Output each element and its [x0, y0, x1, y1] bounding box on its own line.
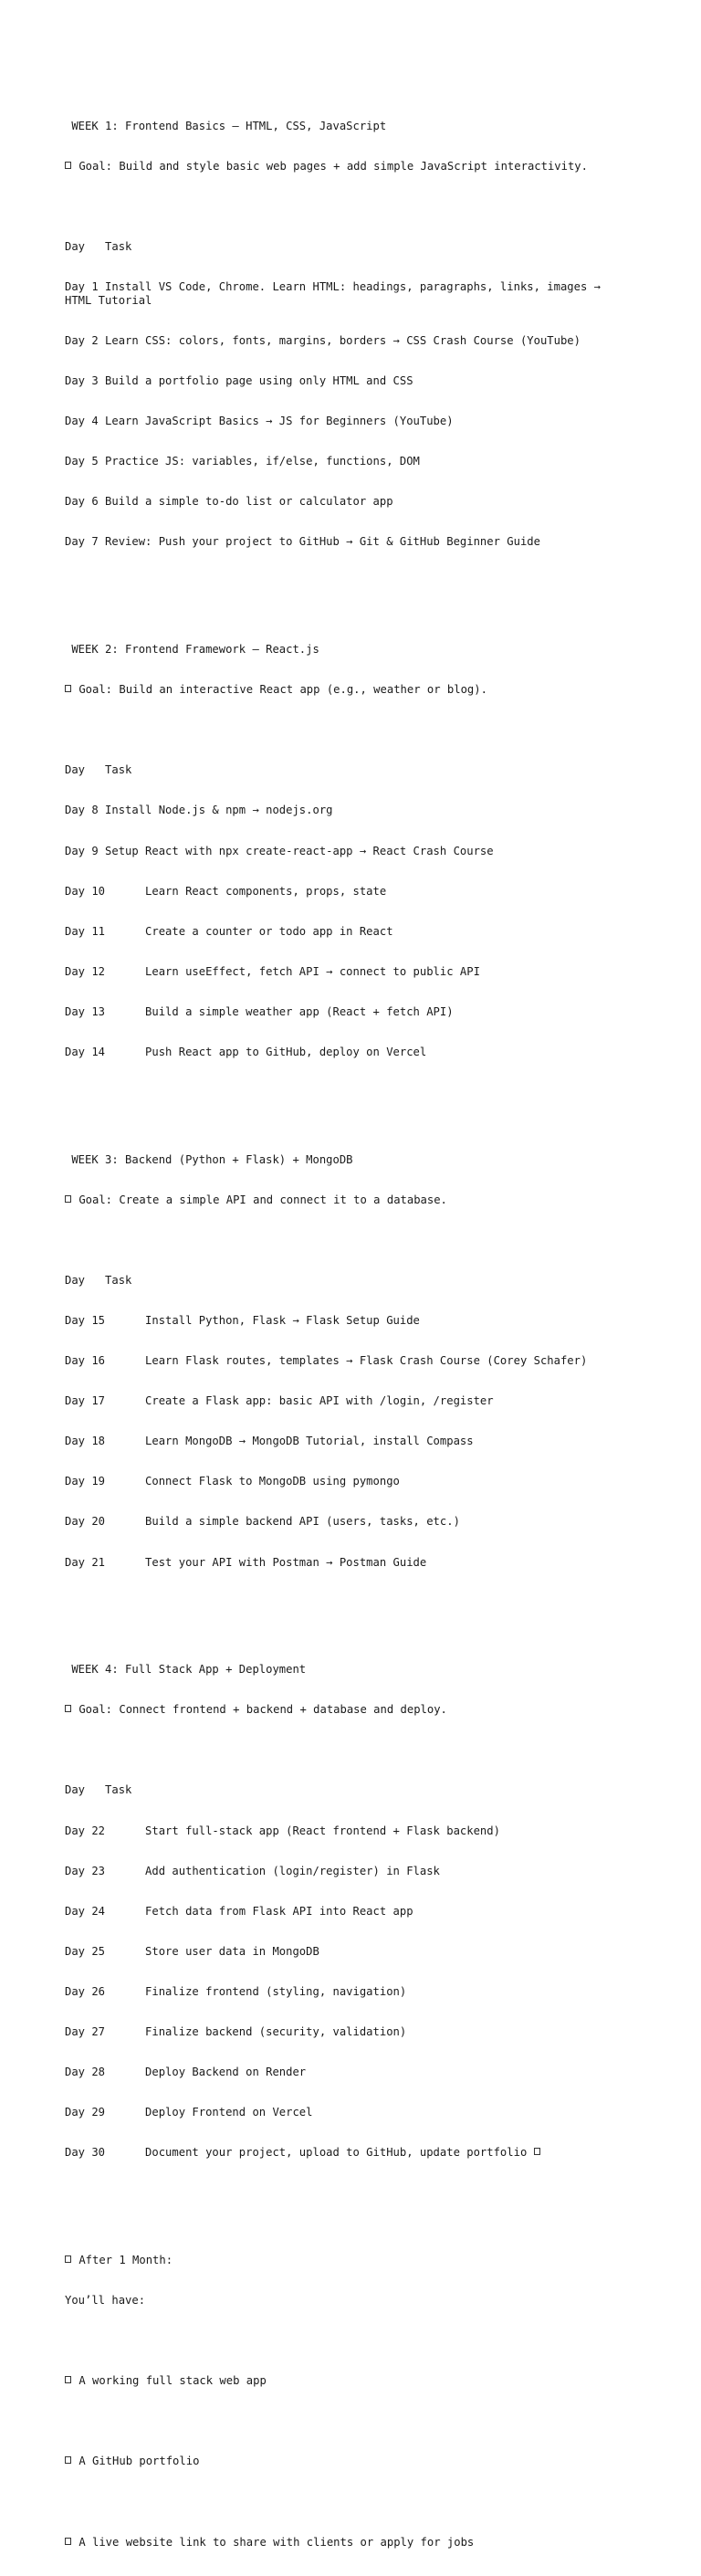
- week-3-row: Day 21 Test your API with Postman → Postman Guide: [65, 1555, 427, 1569]
- week-2-row: Day 8 Install Node.js & npm → nodejs.org: [65, 804, 333, 817]
- week-3-row: Day 18 Learn MongoDB → MongoDB Tutorial, install Compass: [65, 1435, 474, 1448]
- week-4-title: WEEK 4: Full Stack App + Deployment: [65, 1663, 307, 1677]
- after-item: A live website link to share with clients or apply for jobs: [65, 2536, 676, 2550]
- week-4-row: Day 26 Finalize frontend (styling, navigation): [65, 1984, 407, 1998]
- week-2-title: WEEK 2: Frontend Framework – React.js: [65, 643, 319, 657]
- week-2-table-header: Day Task: [65, 763, 132, 777]
- week-3-row: Day 19 Connect Flask to MongoDB using pymongo: [65, 1475, 400, 1488]
- box-icon: [65, 2456, 71, 2464]
- week-3-row: Day 20 Build a simple backend API (users, tasks, etc.): [65, 1515, 460, 1529]
- box-icon: [534, 2148, 540, 2155]
- week-1-row: Day 1 Install VS Code, Chrome. Learn HTML: headings, paragraphs, links, images → HTML Tutorial: [65, 280, 608, 307]
- after-item: A GitHub portfolio: [65, 2455, 676, 2468]
- week-4-row: Day 28 Deploy Backend on Render: [65, 2066, 307, 2079]
- week-4-row: Day 24 Fetch data from Flask API into React app: [65, 1904, 413, 1918]
- box-icon: [65, 2538, 71, 2545]
- week-3-goal: Goal: Create a simple API and connect it to a database.: [65, 1193, 676, 1207]
- week-4-row: Day 23 Add authentication (login/register) in Flask: [65, 1864, 440, 1877]
- week-1-row: Day 5 Practice JS: variables, if/else, functions, DOM: [65, 455, 420, 468]
- week-3-title: WEEK 3: Backend (Python + Flask) + MongoDB: [65, 1152, 353, 1166]
- week-3-row: Day 17 Create a Flask app: basic API with /login, /register: [65, 1394, 494, 1408]
- box-icon: [65, 2255, 71, 2263]
- week-1-row: Day 4 Learn JavaScript Basics → JS for Beginners (YouTube): [65, 415, 454, 428]
- week-2-row: Day 10 Learn React components, props, state: [65, 884, 387, 898]
- after-item: A working full stack web app: [65, 2374, 676, 2388]
- week-4-row: Day 29 Deploy Frontend on Vercel: [65, 2106, 313, 2119]
- box-icon: [65, 2376, 71, 2383]
- box-icon: [65, 162, 71, 169]
- week-1-row: Day 3 Build a portfolio page using only HTML and CSS: [65, 374, 413, 388]
- week-4-table-header: Day Task: [65, 1783, 132, 1797]
- after-title: After 1 Month:: [65, 2254, 676, 2267]
- week-1-table-header: Day Task: [65, 240, 132, 254]
- week-2-row: Day 11 Create a counter or todo app in React: [65, 924, 393, 938]
- week-4-row: Day 30 Document your project, upload to GitHub, update portfolio: [65, 2146, 676, 2160]
- week-4-row: Day 27 Finalize backend (security, validation): [65, 2024, 407, 2038]
- week-1-row: Day 2 Learn CSS: colors, fonts, margins, borders → CSS Crash Course (YouTube): [65, 334, 581, 347]
- week-3-table-header: Day Task: [65, 1273, 132, 1287]
- week-2-goal: Goal: Build an interactive React app (e.g., weather or blog).: [65, 683, 676, 697]
- week-4-row: Day 25 Store user data in MongoDB: [65, 1944, 319, 1958]
- week-1-row: Day 7 Review: Push your project to GitHub → Git & GitHub Beginner Guide: [65, 535, 540, 549]
- week-2-row: Day 14 Push React app to GitHub, deploy on Vercel: [65, 1046, 427, 1058]
- week-3-row: Day 15 Install Python, Flask → Flask Setup Guide: [65, 1313, 420, 1327]
- week-1-row: Day 6 Build a simple to-do list or calculator app: [65, 495, 393, 509]
- week-2-row: Day 13 Build a simple weather app (React + fetch API): [65, 1004, 454, 1018]
- box-icon: [65, 685, 71, 692]
- week-2-row: Day 9 Setup React with npx create-react-app → React Crash Course: [65, 844, 494, 857]
- after-subtitle: You’ll have:: [65, 2293, 146, 2307]
- week-4-row: Day 22 Start full-stack app (React frontend + Flask backend): [65, 1824, 500, 1837]
- week-1-goal: Goal: Build and style basic web pages + add simple JavaScript interactivity.: [65, 160, 676, 173]
- week-1-title: WEEK 1: Frontend Basics – HTML, CSS, JavaScript: [65, 119, 387, 132]
- week-4-goal: Goal: Connect frontend + backend + database and deploy.: [65, 1703, 676, 1717]
- week-3-row: Day 16 Learn Flask routes, templates → Flask Crash Course (Corey Schafer): [65, 1354, 588, 1368]
- week-2-row: Day 12 Learn useEffect, fetch API → connect to public API: [65, 964, 480, 978]
- box-icon: [65, 1195, 71, 1203]
- document-body: [65, 66, 676, 2576]
- box-icon: [65, 1705, 71, 1712]
